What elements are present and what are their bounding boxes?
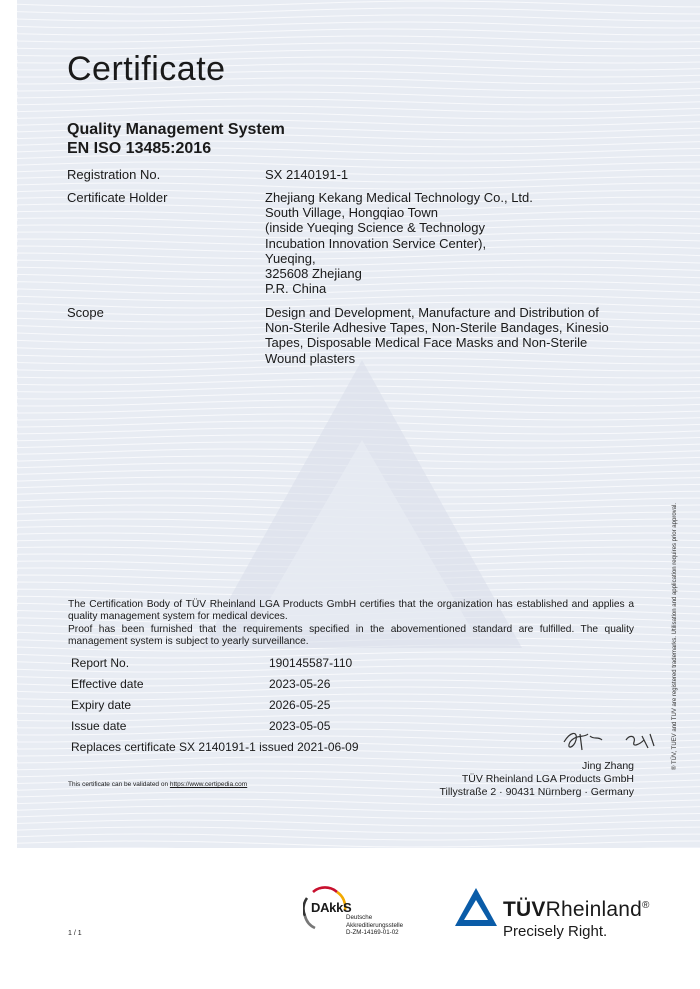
scope-line: Design and Development, Manufacture and Distribution of: [265, 305, 599, 320]
registered-mark: ®: [641, 900, 650, 911]
registration-label: Registration No.: [67, 167, 161, 182]
scope-label: Scope: [67, 305, 104, 320]
holder-line: Zhejiang Kekang Medical Technology Co., Ltd.: [265, 190, 533, 205]
scope-text: [265, 305, 609, 366]
dakks-name: DAkkS: [311, 900, 352, 915]
validation-note: [68, 781, 247, 788]
signature-block: [439, 760, 634, 799]
dakks-line: Akkreditierungsstelle: [346, 921, 404, 929]
page-number: 1 / 1: [68, 930, 82, 937]
issue-date-label: Issue date: [71, 719, 127, 733]
handwritten-signature: [558, 720, 668, 756]
holder-line: Incubation Innovation Service Center),: [265, 235, 487, 251]
proof-statement: Proof has been furnished that the requirements specified in the abovementioned standard are fulfilled. The quality management system is subject to yearly surveillance.: [68, 624, 634, 647]
expiry-date-value: 2026-05-25: [269, 698, 331, 712]
holder-line: P.R. China: [265, 281, 327, 297]
certification-statement: The Certification Body of TÜV Rheinland LGA Products GmbH certifies that the organization has established and applies a quality management system for medical devices.: [68, 599, 634, 622]
replaces-certificate: Replaces certificate SX 2140191-1 issued 2021-06-09: [71, 740, 359, 754]
holder-label: Certificate Holder: [67, 190, 168, 205]
holder-address: [265, 190, 533, 296]
tuv-triangle-logo-icon: [454, 886, 498, 928]
validation-link[interactable]: https://www.certipedia.com: [169, 781, 248, 788]
holder-line: South Village, Hongqiao Town: [265, 205, 438, 221]
signatory-organization: TÜV Rheinland LGA Products GmbH: [461, 773, 634, 785]
tuv-slogan: Precisely Right.: [503, 923, 608, 940]
holder-line: (inside Yueqing Science & Technology: [265, 220, 485, 236]
standard-number: EN ISO 13485:2016: [67, 140, 212, 157]
trademark-note: ® TÜV, TUEV and TUV are registered trademarks. Utilisation and application requires prior approval.: [672, 503, 678, 770]
effective-date-label: Effective date: [71, 677, 144, 691]
standard-name: Quality Management System: [67, 121, 285, 138]
signatory-name: Jing Zhang: [582, 760, 634, 772]
effective-date-value: 2023-05-26: [269, 677, 331, 691]
page-title: Certificate: [67, 50, 226, 88]
dakks-description: [346, 914, 403, 937]
scope-line: Wound plasters: [265, 350, 356, 366]
validation-text: This certificate can be validated on: [68, 781, 170, 788]
scope-line: Non-Sterile Adhesive Tapes, Non-Sterile Bandages, Kinesio: [265, 320, 609, 336]
report-no-label: Report No.: [71, 656, 130, 670]
tuv-rheinland-wordmark: [503, 898, 650, 922]
dakks-line: Deutsche: [346, 914, 373, 921]
expiry-date-label: Expiry date: [71, 698, 132, 712]
tuv-bold: TÜV: [503, 898, 546, 921]
report-no-value: 190145587-110: [269, 656, 353, 670]
holder-line: 325608 Zhejiang: [265, 266, 362, 282]
tuv-rest: Rheinland: [545, 898, 642, 921]
dakks-line: D-ZM-14169-01-02: [346, 929, 399, 937]
holder-line: Yueqing,: [265, 250, 316, 266]
signatory-address: Tillystraße 2 · 90431 Nürnberg · Germany: [439, 786, 634, 798]
scope-line: Tapes, Disposable Medical Face Masks and Non-Sterile: [265, 335, 588, 351]
registration-value: SX 2140191-1: [265, 167, 349, 182]
issue-date-value: 2023-05-05: [269, 719, 331, 733]
